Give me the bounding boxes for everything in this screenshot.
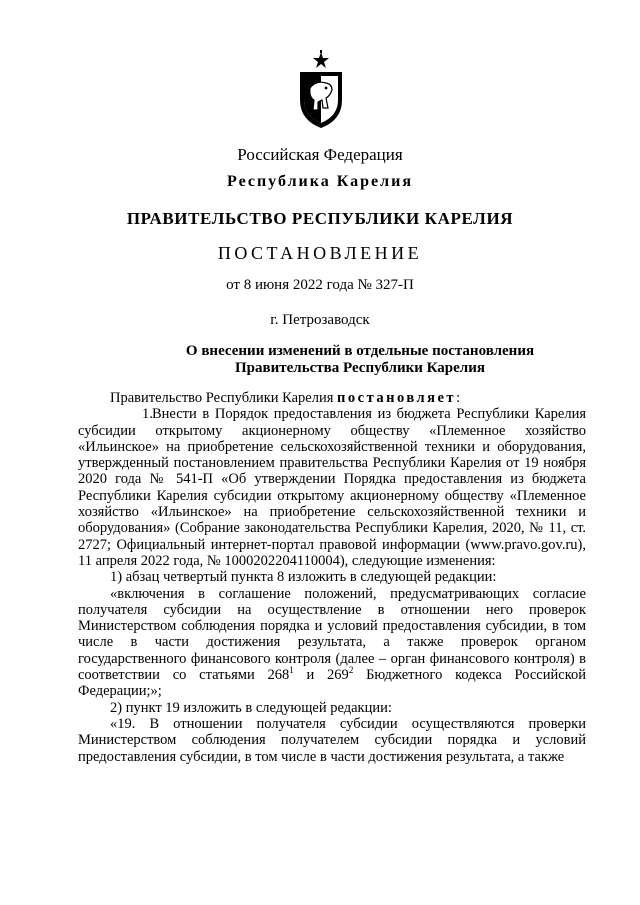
republic-name: Республика Карелия [227, 173, 413, 190]
item-1: 1) абзац четвертый пункта 8 изложить в следующей редакции: [110, 569, 497, 586]
document-title [140, 343, 580, 377]
intro-resolves: постановляет [337, 390, 457, 406]
intro-suffix: : [456, 390, 461, 406]
quote-1-part-b: и 269 [293, 667, 349, 684]
footnote-sup-2: 2 [348, 665, 354, 676]
title-line-2: Правительства Республики Карелия [235, 360, 485, 376]
paragraph-1-text: Внести в Порядок предоставления из бюджета Республики Карелия субсидии открытому акционерному обществу «Племенное хозяйство «Ильинское» на приобретение сельскохозяйственной техники и оборудования, утвержденный постановлением правительства Республики Карелия от 19 ноября 2020 года № 541-П «Об утверждении Порядка предоставления из бюджета Республики Карелия субсидии открытому акционерному обществу «Племенное хозяйство «Ильинское» на приобретение сельскохозяйственной техники и оборудования» (Собрание законодательства Республики Карелия, 2020, № 11, ст. 2727; Официальный интернет-портал правовой информации (www.pravo.gov.ru), 11 апреля 2022 года, № 1000202204110004), следующие изменения: [78, 406, 586, 569]
government-name: ПРАВИТЕЛЬСТВО РЕСПУБЛИКИ КАРЕЛИЯ [126, 209, 514, 228]
intro-paragraph [78, 390, 586, 406]
paragraph-1-number: 1. [142, 406, 153, 423]
federation-name: Российская Федерация [237, 145, 403, 164]
intro-prefix: Правительство Республики Карелия [110, 390, 338, 406]
quote-1-part-a: «включения в соглашение положений, предусматривающих согласие получателя субсидии на осуществление в отношении него проверок Министерством соблюдения порядка и условий предоставления субсидии, в том числе в части достижения результата, а также проверок органом государственного финансового контроля (далее – орган финансового контроля) в соответствии со статьями 268 [78, 585, 586, 684]
footnote-sup-1: 1 [289, 665, 294, 676]
karelia-coat-of-arms-icon [296, 50, 346, 130]
title-line-1: О внесении изменений в отдельные постановления [185, 343, 535, 359]
item-2: 2) пункт 19 изложить в следующей редакции: [110, 699, 392, 716]
quote-1 [78, 586, 586, 700]
quote-2: «19. В отношении получателя субсидии осуществляются проверки Министерством соблюдения получателем субсидии порядка и условий предоставления субсидии, в том числе в части достижения результата, а также [78, 715, 586, 765]
quote-1-part-c: Бюджетного кодекса Российской Федерации;»; [78, 667, 587, 700]
document-type: ПОСТАНОВЛЕНИЕ [217, 243, 423, 263]
document-body [78, 390, 586, 765]
city: г. Петрозаводск [270, 312, 370, 328]
paragraph-1 [78, 406, 586, 569]
date-number: от 8 июня 2022 года № 327-П [226, 277, 414, 293]
